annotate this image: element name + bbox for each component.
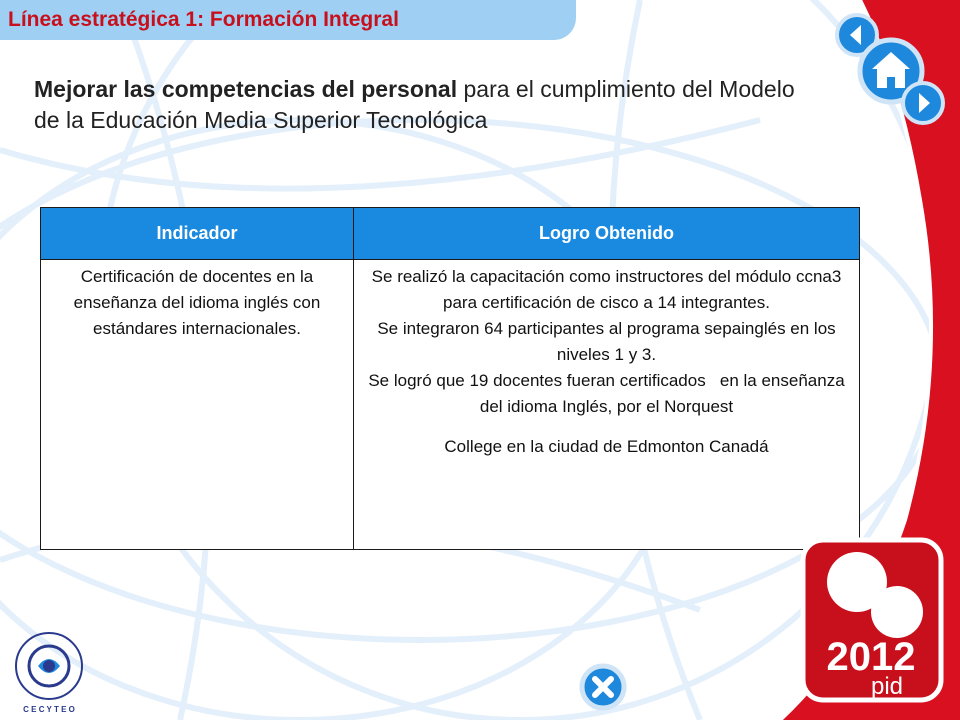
objective-bold: Mejorar las competencias del personal bbox=[34, 76, 458, 102]
header-logro-obtenido: Logro Obtenido bbox=[354, 208, 860, 260]
objective-text: para el cumplimiento del Modelo de la Educación Media Superior Tecnológica bbox=[34, 76, 795, 133]
achievement-cell bbox=[354, 260, 860, 550]
svg-text:pid: pid bbox=[870, 673, 904, 700]
achievement-line: Se integraron 64 participantes al programa sepainglés en los niveles 1 y 3. bbox=[377, 319, 836, 364]
close-button[interactable] bbox=[578, 662, 628, 712]
slide-title: Línea estratégica 1: Formación Integral bbox=[8, 8, 399, 31]
table-header-row bbox=[41, 208, 860, 260]
indicator-cell: Certificación de docentes en la enseñanza del idioma inglés con estándares internacionales. bbox=[41, 260, 354, 550]
achievement-line: Se logró que 19 docentes fueran certificados en la enseñanza del idioma Inglés, por el Norquest bbox=[368, 371, 850, 416]
results-table bbox=[40, 207, 860, 550]
achievement-line: College en la ciudad de Edmonton Canadá bbox=[444, 437, 769, 456]
header-banner bbox=[0, 0, 576, 40]
svg-text:2012: 2012 bbox=[826, 635, 916, 679]
achievement-line: Se realizó la capacitación como instructores del módulo ccna3 para certificación de cisco a 14 integrantes. bbox=[371, 267, 842, 312]
forward-arrow-icon bbox=[900, 80, 946, 126]
table-row bbox=[41, 260, 860, 550]
header-indicador: Indicador bbox=[41, 208, 354, 260]
forward-button[interactable] bbox=[900, 80, 946, 126]
strategic-objective bbox=[34, 74, 814, 136]
svg-text:C E C Y T E O: C E C Y T E O bbox=[23, 705, 75, 714]
cecyteo-logo bbox=[8, 626, 90, 716]
close-icon bbox=[578, 662, 628, 712]
pid-2012-logo bbox=[785, 530, 950, 710]
